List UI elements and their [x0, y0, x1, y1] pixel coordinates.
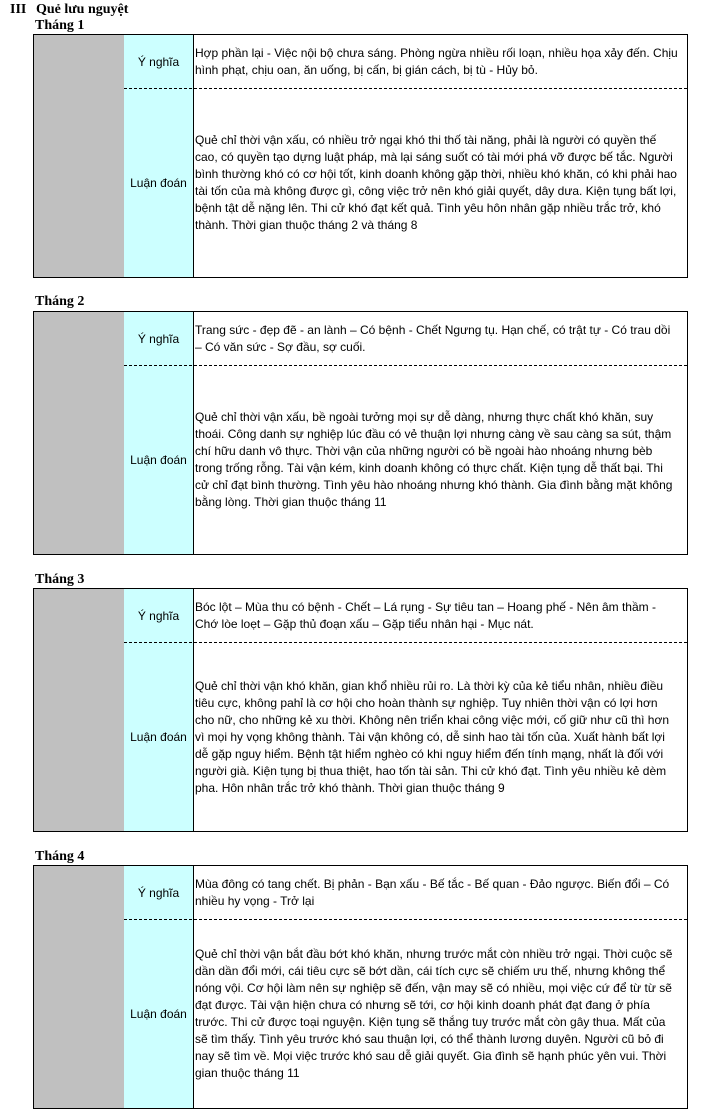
month-3-block — [33, 588, 688, 832]
month-3-interpretation-row — [124, 643, 687, 831]
month-4-block — [33, 865, 688, 1109]
meaning-label: Ý nghĩa — [137, 885, 180, 900]
month-4-meaning-text: Mùa đông có tang chết. Bị phản - Bạn xấu - Bế tắc - Bế quan - Đảo ngược. Biến đổi – Có nhiều hy vọng - Trở lại — [195, 876, 670, 908]
meaning-label: Ý nghĩa — [137, 608, 180, 623]
month-4-gray-cell — [34, 866, 125, 1108]
month-4-title: Tháng 4 — [35, 849, 85, 864]
month-1-block — [33, 34, 688, 278]
month-1-meaning-text: Hợp phần lại - Việc nội bộ chưa sáng. Phòng ngừa nhiều rối loạn, nhiều họa xảy đến. Chịu hình phạt, chịu oan, ăn uống, bị cấn, bị gián cách, bị tù - Hủy bỏ. — [195, 45, 678, 77]
interpretation-label: Luận đoán — [130, 453, 187, 467]
month-2-meaning-row — [124, 312, 687, 365]
meaning-label: Ý nghĩa — [137, 54, 180, 69]
month-1-title: Tháng 1 — [35, 18, 85, 33]
month-3-meaning-text: Bóc lột – Mùa thu có bệnh - Chết – Lá rụng - Sự tiêu tan – Hoang phế - Nên âm thầm - Chớ lòe loẹt – Gặp thủ đoạn xấu – Gặp tiểu nhân hại - Mục nát. — [195, 599, 656, 631]
month-3-title: Tháng 3 — [35, 572, 85, 587]
section-title: Quẻ lưu nguyệt — [36, 2, 129, 17]
section-number: III — [10, 2, 27, 17]
month-4-interpretation-text: Quẻ chỉ thời vận bắt đầu bớt khó khăn, nhưng trước mắt còn nhiều trở ngại. Thời cuộc sẽ dần dần đổi mới, cái tiêu cực sẽ bớt dần, cái tích cực sẽ chiếm ưu thế, nhưng không thể nóng vội. Cơ hội làm nên sự nghiệp sẽ đến, vận may sẽ có nhiều, mọi việc cứ để từ từ sẽ đạt được. Tài vận hiện chưa có nhưng sẽ tới, cơ hội kinh doanh phát đạt đang ở phía trước. Thi cử được toại nguyện. Kiện tụng sẽ thắng tuy trước mắt còn gây thua. Mất của sẽ tìm thấy. Tình yêu trước khó sau thuận lợi, có thể thành lương duyên. Người cũ bỏ đi nay sẽ tìm về. Mọi việc trước khó sau dễ giải quyết. Gia đình sẽ hạnh phúc yên vui. Thời gian thuộc tháng 11 — [195, 947, 673, 1080]
interpretation-label: Luận đoán — [130, 730, 187, 744]
month-4-interpretation-row — [124, 920, 687, 1108]
month-1-interpretation-row — [124, 89, 687, 277]
month-3-gray-cell — [34, 589, 125, 831]
interpretation-label: Luận đoán — [130, 1007, 187, 1021]
month-1-meaning-row — [124, 35, 687, 88]
month-3-interpretation-text: Quẻ chỉ thời vận khó khăn, gian khổ nhiều rủi ro. Là thời kỳ của kẻ tiểu nhân, nhiều điều tiêu cực, không pahỉ là cơ hội cho hoàn thành sự nghiệp. Tuy nhiên thời vận có lợi hơn cho nữ, cho những kẻ xu thời. Không nên triển khai công việc mới, cố giữ như cũ thì hơn vì mọi hy vọng không thành. Tài vận không có, dễ sinh hao tài tốn của. Xuất hành bất lợi dễ gặp nguy hiểm. Bệnh tật hiểm nghèo có khi nguy hiểm đến tính mạng, nhất là đối với người già. Kiện tụng bị thua thiệt, hao tốn tài sản. Thi cử khó đạt. Tình yêu nhiều kẻ dèm pha. Hôn nhân trắc trở khó thành. Thời gian thuộc tháng 9 — [195, 678, 669, 795]
month-2-title: Tháng 2 — [35, 294, 85, 309]
section-header — [10, 2, 128, 18]
interpretation-label: Luận đoán — [130, 176, 187, 190]
month-2-meaning-text: Trang sức - đẹp đẽ - an lành – Có bệnh - Chết Ngưng tụ. Hạn chế, có trật tự - Có trau dồi – Có văn sức - Sợ đầu, sợ cuối. — [195, 322, 671, 354]
month-4-meaning-row — [124, 866, 687, 919]
meaning-label: Ý nghĩa — [137, 331, 180, 346]
month-2-block — [33, 311, 688, 555]
month-3-meaning-row — [124, 589, 687, 642]
month-1-interpretation-text: Quẻ chỉ thời vận xấu, có nhiều trở ngại khó thi thố tài năng, phải là người có quyền thế cao, có quyền tạo dựng luật pháp, mà lại sáng suốt có tài mới phá vỡ được bế tắc. Người bình thường khó có cơ hội tốt, kinh doanh không gặp thời, nhiều khó khăn, có khi phải hao tài tốn của mà không được gì, công việc trở nên khó giải quyết, dây dưa. Kiện tụng bất lợi, bệnh tật dễ nặng lên. Thi cử khó đạt kết quả. Tình yêu hôn nhân gặp nhiều trắc trở, khó thành. Thời gian thuộc tháng 2 và tháng 8 — [195, 133, 677, 232]
month-2-interpretation-row — [124, 366, 687, 554]
month-2-gray-cell — [34, 312, 125, 554]
month-2-interpretation-text: Quẻ chỉ thời vận xấu, bề ngoài tưởng mọi sự dễ dàng, nhưng thực chất khó khăn, suy thoái. Công danh sự nghiệp lúc đầu có vẻ thuận lợi nhưng càng về sau càng sa sút, thậm chí hữu danh vô thực. Thời vận của những người có bề ngoài hào nhoáng nhưng bèb trong trống rỗng. Tài vận kém, kinh doanh không có thực chất. Kiện tụng dễ thất bại. Thi cử chỉ đạt bình thường. Tình yêu hào nhoáng nhưng khó thành. Gia đình bằng mặt không bằng lòng. Thời gian thuộc tháng 11 — [195, 410, 673, 509]
month-1-gray-cell — [34, 35, 125, 277]
